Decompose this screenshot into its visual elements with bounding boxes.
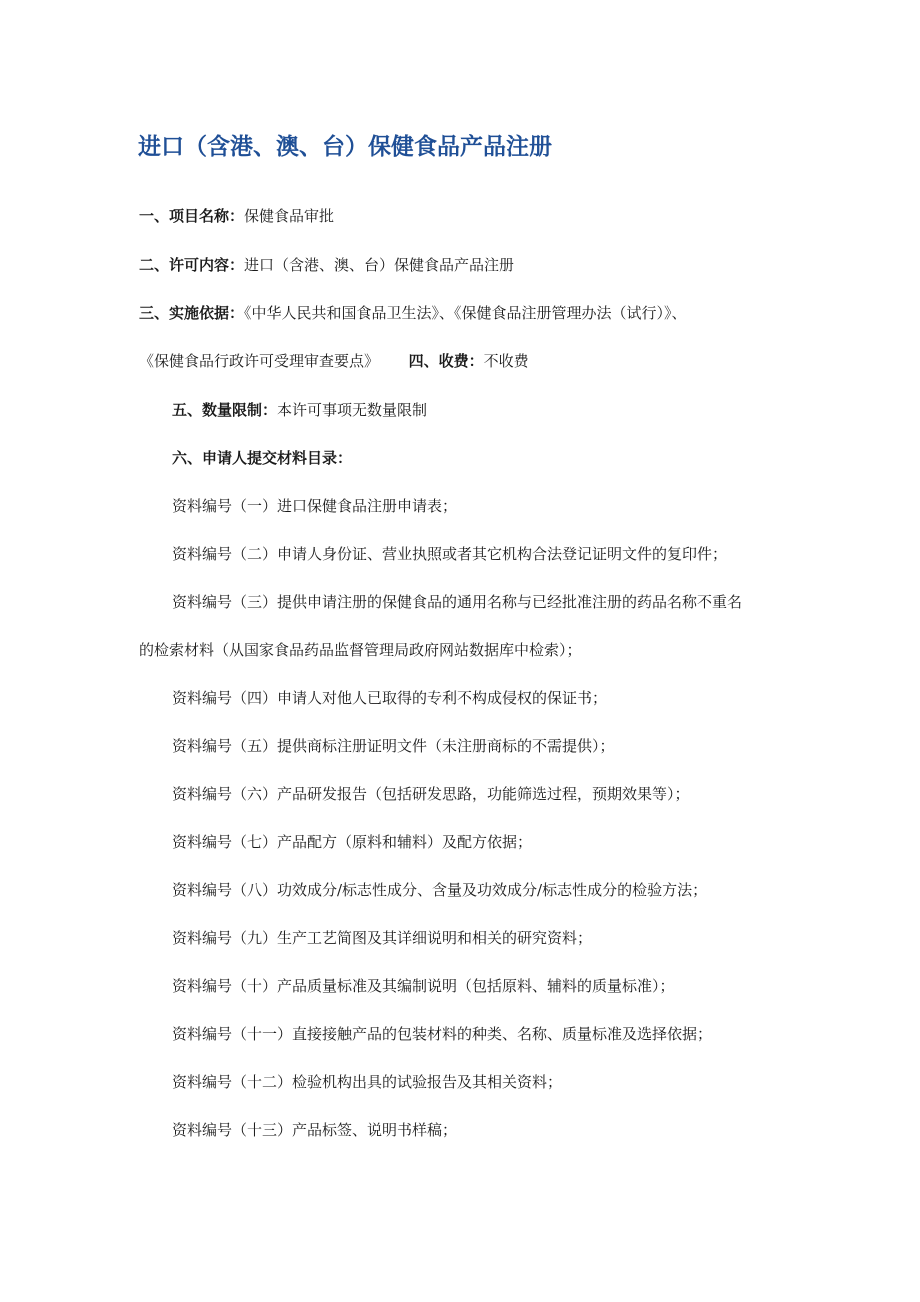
- section-label: 三、实施依据：: [139, 304, 245, 322]
- section-label: 一、项目名称：: [139, 207, 245, 225]
- section-quantity-limit: [172, 400, 427, 420]
- section-value: 进口（含港、澳、台）保健食品产品注册: [244, 256, 515, 274]
- section-permit-content: [139, 255, 514, 275]
- material-item: 资料编号（四）申请人对他人已取得的专利不构成侵权的保证书；: [172, 689, 608, 707]
- section-project-name: [139, 206, 334, 226]
- material-item: 资料编号（二）申请人身份证、营业执照或者其它机构合法登记证明文件的复印件；: [172, 545, 728, 563]
- page-title: 进口（含港、澳、台）保健食品产品注册: [138, 134, 552, 160]
- material-item: 资料编号（十三）产品标签、说明书样稿；: [172, 1121, 458, 1139]
- section-label-fee: 四、收费：: [408, 352, 484, 370]
- material-item: 资料编号（一）进口保健食品注册申请表；: [172, 497, 458, 515]
- material-item: 资料编号（十二）检验机构出具的试验报告及其相关资料；: [172, 1073, 563, 1091]
- section-value: 《中华人民共和国食品卫生法》、《保健食品注册管理办法（试行）》、: [244, 304, 687, 322]
- material-item: 资料编号（六）产品研发报告（包括研发思路，功能筛选过程，预期效果等）；: [172, 785, 690, 803]
- section-value: 《保健食品行政许可受理审查要点》: [139, 352, 380, 370]
- section-legal-basis-continued: [139, 351, 529, 371]
- material-item: 资料编号（十一）直接接触产品的包装材料的种类、名称、质量标准及选择依据；: [172, 1025, 713, 1043]
- section-value: 保健食品审批: [244, 207, 335, 225]
- material-item-continued: 的检索材料（从国家食品药品监督管理局政府网站数据库中检索）；: [139, 641, 582, 659]
- section-value: 本许可事项无数量限制: [277, 401, 428, 419]
- section-legal-basis: [139, 303, 687, 323]
- section-label: 二、许可内容：: [139, 256, 245, 274]
- section-materials-heading: 六、申请人提交材料目录：: [172, 449, 353, 467]
- material-item: 资料编号（五）提供商标注册证明文件（未注册商标的不需提供）；: [172, 737, 615, 755]
- section-label: 五、数量限制：: [172, 401, 278, 419]
- section-value-fee: 不收费: [483, 352, 529, 370]
- material-item: 资料编号（七）产品配方（原料和辅料）及配方依据；: [172, 833, 533, 851]
- material-item: 资料编号（九）生产工艺简图及其详细说明和相关的研究资料；: [172, 929, 593, 947]
- material-item: 资料编号（十）产品质量标准及其编制说明（包括原料、辅料的质量标准）；: [172, 977, 675, 995]
- material-item: 资料编号（八）功效成分/标志性成分、含量及功效成分/标志性成分的检验方法；: [172, 881, 708, 899]
- material-item: 资料编号（三）提供申请注册的保健食品的通用名称与已经批准注册的药品名称不重名: [172, 593, 743, 611]
